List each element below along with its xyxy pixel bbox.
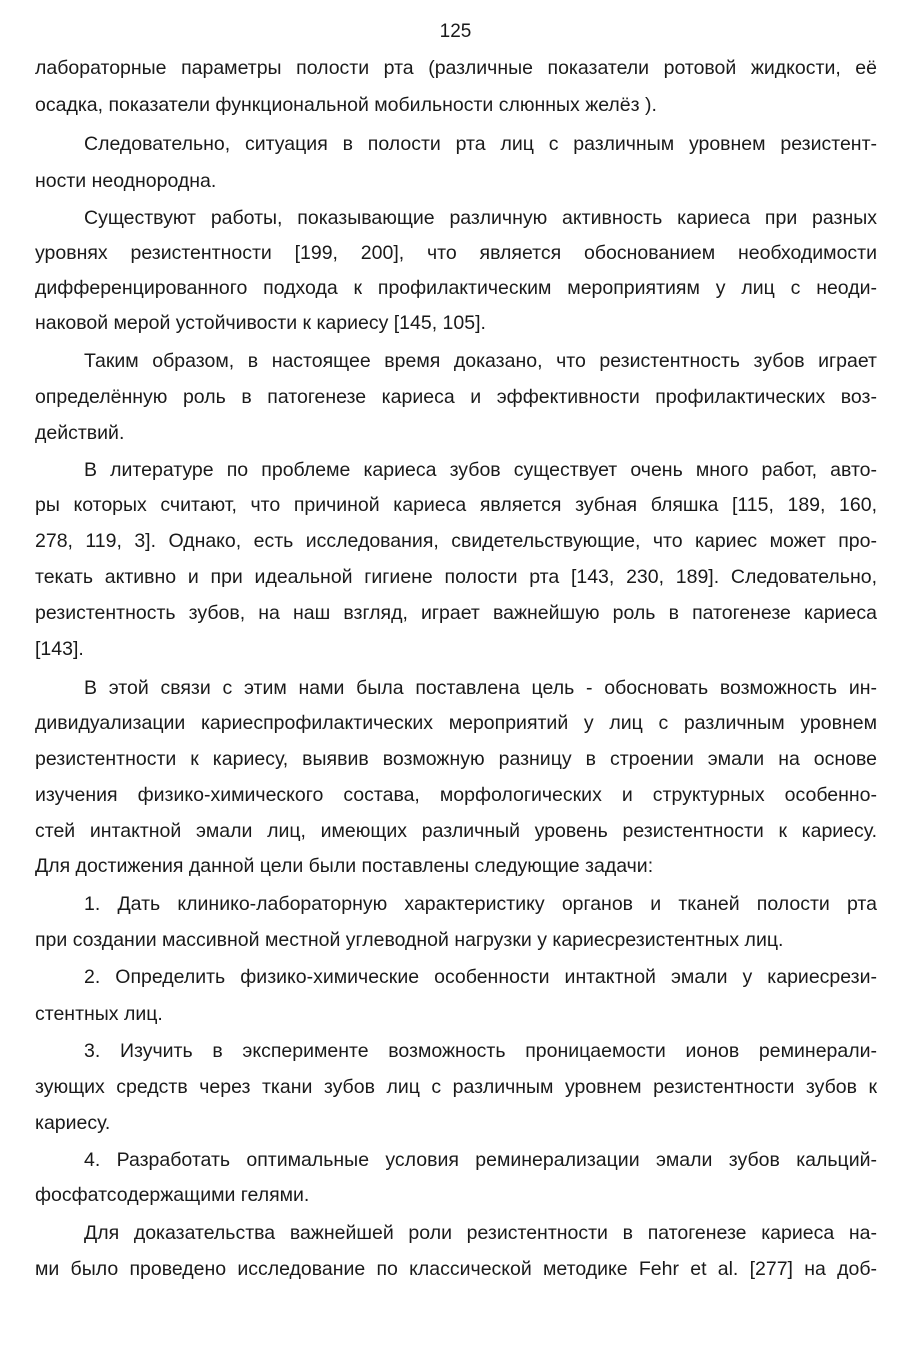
text-line: ми было проведено исследование по классической методике Fehr et al. [277] на доб-	[35, 1258, 877, 1280]
text-line: наковой мерой устойчивости к кариесу [145, 105].	[35, 312, 486, 334]
text-line: резистентности к кариесу, выявив возможную разницу в строении эмали на основе	[35, 748, 877, 770]
text-line: Таким образом, в настоящее время доказано, что резистентность зубов играет	[84, 350, 877, 372]
text-line: Существуют работы, показывающие различную активность кариеса при разных	[84, 207, 877, 229]
text-line: резистентность зубов, на наш взгляд, играет важнейшую роль в патогенезе кариеса	[35, 602, 877, 624]
text-line: ности неоднородна.	[35, 170, 217, 192]
text-line: уровнях резистентности [199, 200], что является обоснованием необходимости	[35, 242, 877, 264]
text-line: В этой связи с этим нами была поставлена цель - обосновать возможность ин-	[84, 677, 877, 699]
text-line: дифференцированного подхода к профилактическим мероприятиям у лиц с неоди-	[35, 277, 877, 299]
text-line: лабораторные параметры полости рта (различные показатели ротовой жидкости, её	[35, 57, 877, 79]
text-line: Для достижения данной цели были поставлены следующие задачи:	[35, 855, 654, 877]
text-line: дивидуализации кариеспрофилактических мероприятий у лиц с различным уровнем	[35, 712, 877, 734]
text-line: при создании массивной местной углеводной нагрузки у кариесрезистентных лиц.	[35, 929, 784, 951]
text-line: [143].	[35, 638, 84, 660]
text-line: осадка, показатели функциональной мобильности слюнных желёз ).	[35, 94, 657, 116]
text-line: зующих средств через ткани зубов лиц с различным уровнем резистентности зубов к	[35, 1076, 877, 1098]
text-line: изучения физико-химического состава, морфологических и структурных особенно-	[35, 784, 877, 806]
text-line: Для доказательства важнейшей роли резистентности в патогенезе кариеса на-	[84, 1222, 877, 1244]
text-line: В литературе по проблеме кариеса зубов существует очень много работ, авто-	[84, 459, 877, 481]
text-line: Следовательно, ситуация в полости рта лиц с различным уровнем резистент-	[84, 133, 877, 155]
text-line: 278, 119, 3]. Однако, есть исследования, свидетельствующие, что кариес может про-	[35, 530, 877, 552]
text-line: 1. Дать клинико-лабораторную характеристику органов и тканей полости рта	[84, 893, 877, 915]
text-line: стентных лиц.	[35, 1003, 163, 1025]
text-line: 3. Изучить в эксперименте возможность проницаемости ионов реминерали-	[84, 1040, 877, 1062]
page-number: 125	[439, 21, 472, 42]
text-line: 2. Определить физико-химические особенности интактной эмали у кариесрези-	[84, 966, 877, 988]
text-line: кариесу.	[35, 1112, 111, 1134]
text-line: действий.	[35, 422, 125, 444]
text-line: 4. Разработать оптимальные условия реминерализации эмали зубов кальций-	[84, 1149, 877, 1171]
text-line: фосфатсодержащими гелями.	[35, 1184, 310, 1206]
text-line: текать активно и при идеальной гигиене полости рта [143, 230, 189]. Следовательно,	[35, 566, 877, 588]
text-line: стей интактной эмали лиц, имеющих различный уровень резистентности к кариесу.	[35, 820, 877, 842]
text-line: определённую роль в патогенезе кариеса и эффективности профилактических воз-	[35, 386, 877, 408]
text-line: ры которых считают, что причиной кариеса является зубная бляшка [115, 189, 160,	[35, 494, 877, 516]
